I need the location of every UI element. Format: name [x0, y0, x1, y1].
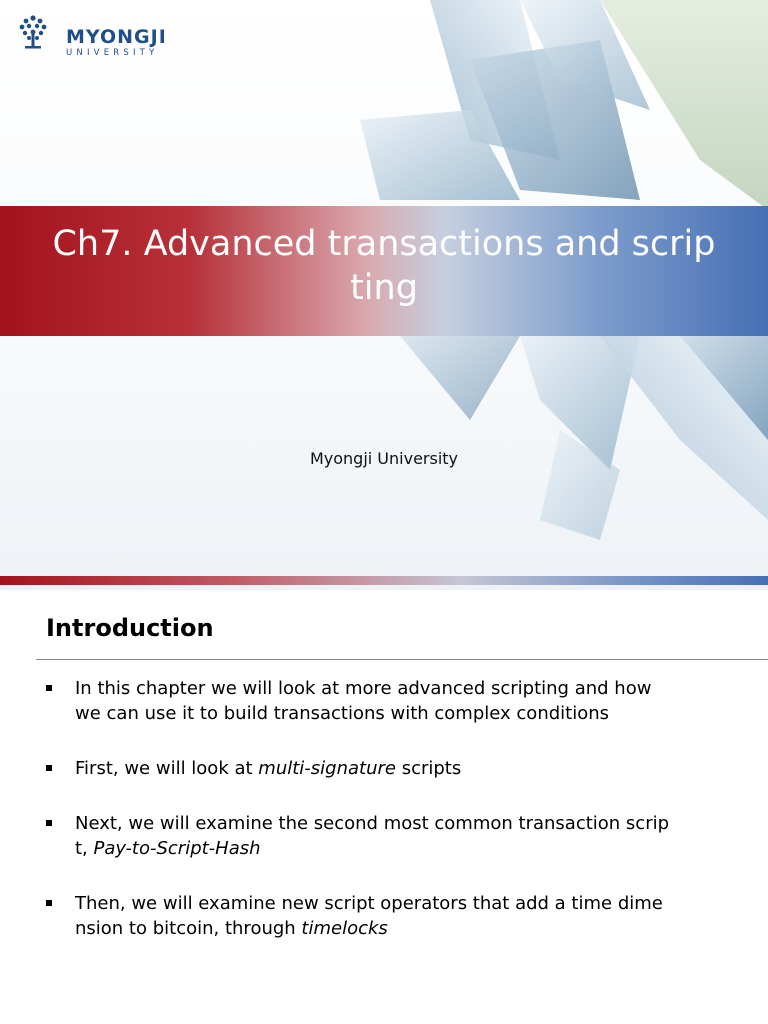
bullet-item	[46, 811, 746, 861]
logo-name: MYONGJI	[66, 26, 167, 48]
slide-subtitle: Myongji University	[309, 449, 459, 468]
bullet-list	[46, 676, 746, 971]
bullet-emphasis: multi-signature	[258, 758, 396, 779]
bullet-emphasis: timelocks	[301, 918, 388, 939]
bullet-emphasis: Pay-to-Script-Hash	[93, 838, 261, 859]
slide-title-line-1: Ch7. Advanced transactions and scrip	[52, 224, 716, 264]
logo-subtitle: UNIVERSITY	[66, 48, 159, 58]
bullet-marker-icon	[46, 900, 52, 906]
heading-rule	[36, 659, 768, 660]
bullet-text: t,	[75, 838, 94, 859]
bullet-text-line: Next, we will examine the second most common transaction scrip	[75, 813, 670, 834]
bullet-marker-icon	[46, 765, 52, 771]
bullet-text: scripts	[395, 758, 462, 779]
bullet-item	[46, 891, 746, 941]
bullet-marker-icon	[46, 820, 52, 826]
bullet-item	[46, 756, 746, 781]
bullet-text: First, we will look at	[75, 758, 259, 779]
bullet-text-line: we can use it to build transactions with complex conditions	[75, 703, 610, 724]
slide-title-line-2: ting	[350, 268, 418, 308]
university-logo	[18, 14, 188, 58]
bullet-text-line: In this chapter we will look at more advanced scripting and how	[75, 678, 652, 699]
bullet-marker-icon	[46, 685, 52, 691]
section-heading: Introduction	[46, 614, 214, 642]
tree-logo-icon	[18, 14, 48, 50]
bullet-text-line: Then, we will examine new script operators that add a time dime	[75, 893, 663, 914]
bullet-text: nsion to bitcoin, through	[75, 918, 302, 939]
slide-divider-bar	[0, 576, 768, 585]
slide-title	[20, 222, 748, 310]
bullet-item	[46, 676, 746, 726]
